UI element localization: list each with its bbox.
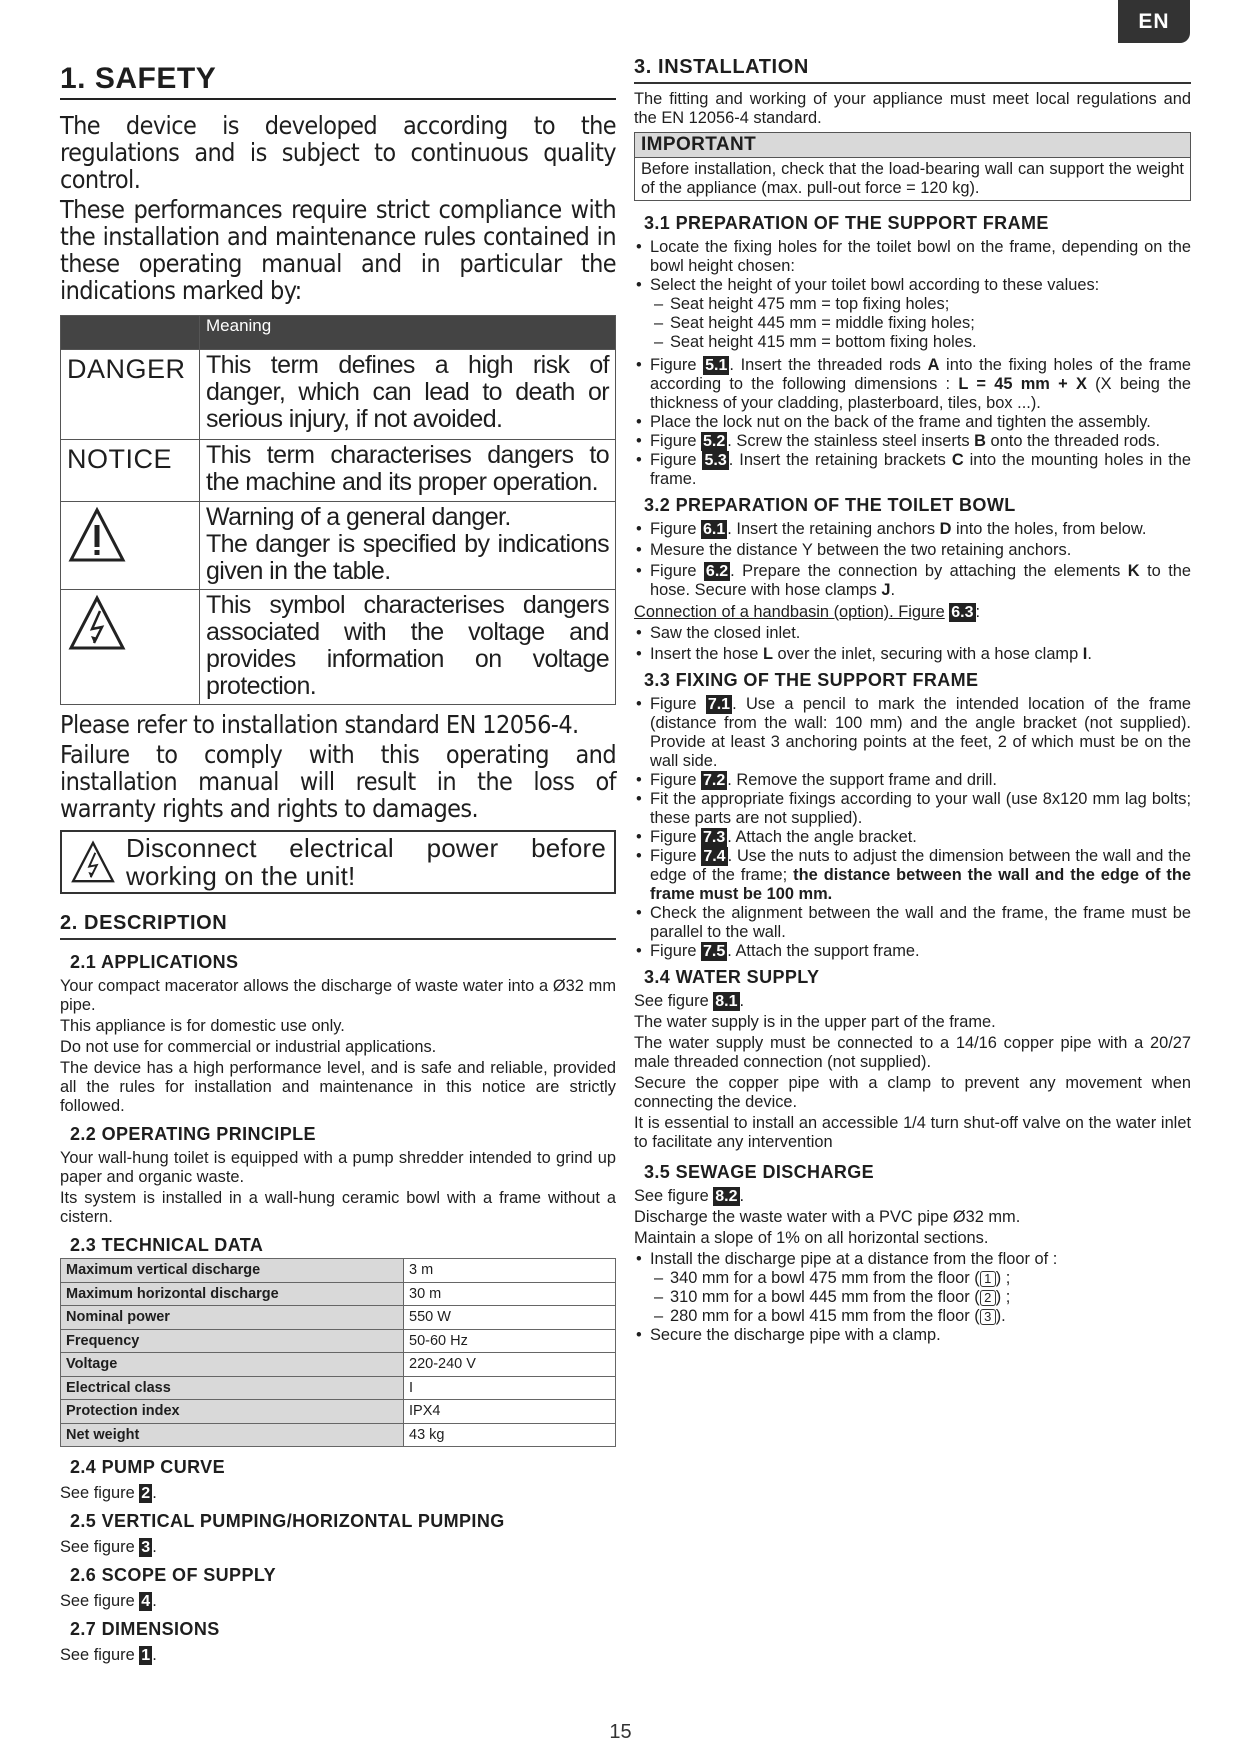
safety-refer-block	[60, 711, 616, 822]
safety-para-2: These performances require strict compliance with the installation and maintenance rules contained in these operating manual and in particular the indications marked by:	[60, 195, 616, 305]
operating-principle-body	[60, 1149, 616, 1227]
table-header-meaning: Meaning	[200, 316, 616, 350]
figure-ref-badge: 6.3	[951, 604, 974, 621]
applications-para-3: Do not use for commercial or industrial applications.	[60, 1038, 437, 1056]
safety-refer: Please refer to installation standard EN 12056-4.	[60, 710, 579, 739]
step-text: . Screw the stainless steel inserts	[727, 432, 975, 450]
tech-key: Electrical class	[61, 1376, 404, 1400]
term-notice: NOTICE	[61, 440, 200, 502]
applications-para-2: This appliance is for domestic use only.	[60, 1017, 345, 1035]
part-letter: K	[1127, 562, 1140, 580]
figure-label: Figure	[650, 847, 697, 865]
sewage-para-2: Maintain a slope of 1% on all horizontal sections.	[634, 1229, 989, 1247]
water-supply-para-3: Secure the copper pipe with a clamp to prevent any movement when connecting the device.	[634, 1074, 1191, 1111]
step-text: . Attach the angle bracket.	[727, 828, 917, 846]
tech-key: Frequency	[61, 1329, 404, 1353]
list-item	[634, 520, 1191, 539]
figure-ref-badge: 7.1	[707, 696, 731, 713]
figure-ref-badge: 7.4	[703, 848, 726, 865]
table-row	[61, 1423, 616, 1447]
general-danger-symbol-cell	[61, 502, 200, 590]
figure-ref-badge: 7.3	[703, 829, 726, 846]
handbasin-connection: Connection of a handbasin (option). Figure 6.3 :	[634, 603, 981, 621]
applications-para-1: Your compact macerator allows the discharge of waste water into a Ø32 mm pipe.	[60, 977, 616, 1014]
list-item: – Seat height 445 mm = middle fixing holes;	[654, 314, 1191, 333]
list-item	[634, 695, 1191, 771]
table-row	[61, 1306, 616, 1330]
figure-label: Figure	[650, 828, 697, 846]
step-text: . Use a pencil to mark the intended location of the frame (distance from the wall: 100 mm) and the angle bracket (not supplied). Provide at least 3 anchoring points at the feet, 2 of which must be on the wall side.	[650, 695, 1191, 770]
table-row	[61, 1376, 616, 1400]
step-text: over the inlet, securing with a hose clamp	[773, 645, 1083, 663]
figure-label: Figure	[650, 520, 697, 538]
figure-ref-badge: 3	[141, 1539, 151, 1556]
water-supply-para-2: The water supply must be connected to a 14/16 copper pipe with a 20/27 male threaded connection (not supplied).	[634, 1034, 1191, 1071]
subsection-title-vertical-horizontal-pumping: 2.5 VERTICAL PUMPING/HORIZONTAL PUMPING	[70, 1511, 505, 1531]
table-row	[61, 1282, 616, 1306]
tech-value: 550 W	[404, 1306, 616, 1330]
applications-para-4: The device has a high performance level, and is safe and reliable, provided all the rules for installation and maintenance in this notice are strictly followed.	[60, 1059, 616, 1115]
list-item: • Locate the fixing holes for the toilet bowl on the frame, depending on the bowl height chosen:	[634, 238, 1191, 276]
water-supply-body	[634, 992, 1191, 1152]
disconnect-power-warning	[60, 830, 616, 894]
voltage-symbol-cell	[61, 590, 200, 705]
step-text: onto the threaded rods.	[986, 432, 1161, 450]
table-row	[61, 1400, 616, 1424]
step-text: . Insert the retaining anchors	[727, 520, 940, 538]
step-text: ) ;	[995, 1269, 1011, 1287]
tech-value: 43 kg	[404, 1423, 616, 1447]
figure-ref-badge: 6.2	[705, 563, 729, 580]
step-text: . Prepare the connection by attaching the elements	[730, 562, 1128, 580]
water-supply-para-4: It is essential to install an accessible 1/4 turn shut-off valve on the water inlet to facilitate any intervention	[634, 1114, 1191, 1151]
subsection-title-fixing-frame: 3.3 FIXING OF THE SUPPORT FRAME	[644, 670, 979, 690]
step-text: ).	[995, 1307, 1006, 1325]
part-letter: D	[939, 520, 952, 538]
subsection-title-dimensions: 2.7 DIMENSIONS	[70, 1619, 220, 1639]
figure-label: Figure	[650, 356, 697, 374]
list-item	[634, 942, 1191, 961]
disconnect-power-text: Disconnect electrical power before working on the unit!	[126, 833, 606, 891]
step-text: 310 mm for a bowl 445 mm from the floor (	[670, 1288, 980, 1306]
section-title-safety: 1. SAFETY	[60, 62, 616, 100]
subsection-title-toilet-bowl: 3.2 PREPARATION OF THE TOILET BOWL	[644, 495, 1016, 515]
right-column	[634, 56, 1191, 1345]
applications-body	[60, 977, 616, 1116]
tech-key: Voltage	[61, 1353, 404, 1377]
tech-value: 220-240 V	[404, 1353, 616, 1377]
table-row	[61, 1329, 616, 1353]
figure-label: Figure	[650, 695, 697, 713]
step-text: Insert the hose	[650, 645, 763, 663]
subsection-title-applications: 2.1 APPLICATIONS	[70, 952, 239, 972]
safety-meaning-table	[60, 315, 616, 705]
pumping-ref: See figure 3 .	[60, 1538, 157, 1556]
part-letter: J	[881, 581, 891, 599]
operating-para-1: Your wall-hung toilet is equipped with a pump shredder intended to grind up paper and organic waste.	[60, 1149, 616, 1186]
list-item: • Secure the discharge pipe with a clamp.	[634, 1326, 1191, 1345]
see-figure-label: See figure	[60, 1538, 135, 1556]
figure-ref-badge: 6.1	[703, 521, 726, 538]
list-item	[634, 828, 1191, 847]
important-body: Before installation, check that the load-bearing wall can support the weight of the appliance (max. pull-out force = 120 kg).	[641, 160, 1184, 197]
tech-value: 50-60 Hz	[404, 1329, 616, 1353]
tech-value: 3 m	[404, 1259, 616, 1283]
figure-ref-badge: 5.2	[703, 433, 726, 450]
figure-label: Figure	[650, 451, 697, 469]
step-text: to the hose. Secure with hose clamps	[650, 562, 1191, 599]
dimensions-ref: See figure 1 .	[60, 1646, 157, 1664]
figure-ref-badge: 8.2	[715, 1188, 738, 1205]
fixing-frame-body	[634, 695, 1191, 961]
subsection-title-pump-curve: 2.4 PUMP CURVE	[70, 1457, 225, 1477]
step-text: . Use the nuts to adjust the dimension between the wall and the edge of the frame;	[650, 847, 1192, 884]
desc-notice: This term characterises dangers to the machine and its proper operation.	[200, 440, 616, 502]
step-text: . Insert the threaded rods	[729, 356, 928, 374]
table-row	[61, 1259, 616, 1283]
list-item: • Check the alignment between the wall and the frame, the frame must be parallel to the wall.	[634, 904, 1191, 942]
step-text: into the fixing holes of the frame according to the following dimensions :	[650, 356, 1191, 393]
desc-voltage: This symbol characterises dangers associated with the voltage and provides information on voltage protection.	[200, 590, 616, 705]
list-item: • Install the discharge pipe at a distance from the floor of :	[634, 1250, 1191, 1269]
list-item: • Select the height of your toilet bowl according to these values:	[634, 276, 1191, 295]
desc-general-danger-1: Warning of a general danger.	[206, 503, 511, 531]
list-item: – Seat height 475 mm = top fixing holes;	[654, 295, 1191, 314]
tech-key: Nominal power	[61, 1306, 404, 1330]
step-text: ) ;	[995, 1288, 1011, 1306]
list-item	[634, 771, 1191, 790]
list-item	[634, 432, 1191, 451]
figure-label: Figure	[650, 771, 697, 789]
part-letter: A	[927, 356, 940, 374]
desc-general-danger	[200, 502, 616, 590]
part-letter: L	[762, 645, 773, 663]
tech-value: 30 m	[404, 1282, 616, 1306]
sewage-figure-ref: See figure 8.2 .	[634, 1187, 745, 1205]
section-title-description: 2. DESCRIPTION	[60, 912, 616, 940]
list-item	[634, 847, 1191, 904]
figure-ref-badge: 5.3	[704, 452, 727, 469]
table-header-blank	[61, 316, 200, 350]
support-frame-body	[634, 238, 1191, 489]
subsection-title-scope-of-supply: 2.6 SCOPE OF SUPPLY	[70, 1565, 277, 1585]
step-text: . Attach the support frame.	[727, 942, 920, 960]
step-text: into the holes, from below.	[951, 520, 1147, 538]
list-item	[634, 356, 1191, 413]
toilet-bowl-body	[634, 520, 1191, 664]
subsection-title-operating-principle: 2.2 OPERATING PRINCIPLE	[70, 1124, 316, 1144]
section-title-installation: 3. INSTALLATION	[634, 56, 1191, 84]
figure-label: Figure	[650, 432, 697, 450]
figure-label: Figure	[650, 942, 697, 960]
left-column	[60, 56, 616, 1665]
list-item: • Mesure the distance Y between the two retaining anchors.	[634, 541, 1191, 560]
see-figure-label: See figure	[60, 1484, 135, 1502]
important-box	[634, 132, 1191, 201]
term-danger: DANGER	[61, 350, 200, 440]
sewage-discharge-body	[634, 1187, 1191, 1345]
step-text-emphasis: the distance between the wall and the edge of the frame must be 100 mm.	[650, 866, 1191, 903]
circled-number: 2	[980, 1290, 996, 1306]
list-item: • Fit the appropriate fixings according to your wall (use 8x120 mm lag bolts; these parts are not supplied).	[634, 790, 1191, 828]
page-number: 15	[609, 1721, 632, 1743]
tech-value: I	[404, 1376, 616, 1400]
installation-intro: The fitting and working of your appliance must meet local regulations and the EN 12056-4 standard.	[634, 90, 1191, 127]
see-figure-label: See figure	[634, 1187, 709, 1205]
tech-key: Net weight	[61, 1423, 404, 1447]
safety-intro	[60, 112, 616, 304]
figure-ref-badge: 1	[141, 1647, 151, 1664]
part-letter: I	[1082, 645, 1088, 663]
figure-ref-badge: 4	[141, 1593, 151, 1610]
figure-ref-badge: 7.5	[703, 943, 726, 960]
high-voltage-icon	[70, 836, 116, 888]
figure-ref-badge: 2	[141, 1485, 151, 1502]
warning-triangle-icon	[67, 506, 127, 564]
scope-ref: See figure 4 .	[60, 1592, 157, 1610]
water-supply-figure-ref: See figure 8.1 .	[634, 992, 745, 1010]
list-item: • Place the lock nut on the back of the frame and tighten the assembly.	[634, 413, 1191, 432]
step-text: . Insert the retaining brackets	[728, 451, 952, 469]
step-text: . Remove the support frame and drill.	[727, 771, 997, 789]
part-letter: C	[951, 451, 964, 469]
part-letter: B	[974, 432, 986, 450]
see-figure-label: See figure	[60, 1592, 135, 1610]
subsection-title-sewage-discharge: 3.5 SEWAGE DISCHARGE	[644, 1162, 875, 1182]
safety-failure: Failure to comply with this operating and installation manual will result in the loss of warranty rights and rights to damages.	[60, 740, 616, 823]
subsection-title-support-frame: 3.1 PREPARATION OF THE SUPPORT FRAME	[644, 213, 1049, 233]
step-text: into the mounting holes in the frame.	[650, 451, 1191, 488]
pump-curve-ref: See figure 2 .	[60, 1484, 157, 1502]
list-item	[634, 451, 1191, 489]
tech-value: IPX4	[404, 1400, 616, 1424]
figure-ref-badge: 7.2	[703, 772, 726, 789]
technical-data-table	[60, 1258, 616, 1447]
list-item: • Saw the closed inlet.	[634, 624, 1191, 643]
subsection-title-water-supply: 3.4 WATER SUPPLY	[644, 967, 820, 987]
figure-label: Figure	[650, 562, 697, 580]
circled-number: 1	[980, 1271, 996, 1287]
step-text: 280 mm for a bowl 415 mm from the floor (	[670, 1307, 980, 1325]
important-heading: IMPORTANT	[635, 133, 1190, 158]
list-item: – Seat height 415 mm = bottom fixing holes.	[654, 333, 1191, 352]
circled-number: 3	[980, 1309, 996, 1325]
water-supply-para-1: The water supply is in the upper part of the frame.	[634, 1013, 996, 1031]
safety-para-1: The device is developed according to the regulations and is subject to continuous quality control.	[60, 111, 616, 194]
operating-para-2: Its system is installed in a wall-hung ceramic bowl with a frame without a cistern.	[60, 1189, 616, 1226]
see-figure-label: See figure	[634, 992, 709, 1010]
list-item	[654, 1288, 1191, 1307]
see-figure-label: See figure	[60, 1646, 135, 1664]
figure-ref-badge: 8.1	[715, 993, 738, 1010]
figure-ref-badge: 5.1	[705, 357, 728, 374]
sewage-para-1: Discharge the waste water with a PVC pipe Ø32 mm.	[634, 1208, 1021, 1226]
list-item	[654, 1269, 1191, 1288]
dimension-formula: L = 45 mm + X	[958, 375, 1087, 393]
step-text: 340 mm for a bowl 475 mm from the floor (	[670, 1269, 980, 1287]
language-tab: EN	[1118, 0, 1190, 43]
subsection-title-technical-data: 2.3 TECHNICAL DATA	[70, 1235, 264, 1255]
tech-key: Maximum vertical discharge	[61, 1259, 404, 1283]
desc-general-danger-2: The danger is specified by indications given in the table.	[206, 530, 609, 585]
tech-key: Maximum horizontal discharge	[61, 1282, 404, 1306]
list-item	[654, 1307, 1191, 1326]
step-text: (X being the thickness of your cladding, plasterboard, tiles, box ...).	[650, 375, 1191, 412]
handbasin-connection-label: Connection of a handbasin (option). Figure	[634, 603, 945, 621]
list-item: • Insert the hose L over the inlet, securing with a hose clamp I.	[634, 645, 1191, 664]
list-item: • Figure 6.2 . Prepare the connection by attaching the elements K to the hose. Secure with hose clamps J.	[634, 562, 1191, 600]
tech-key: Protection index	[61, 1400, 404, 1424]
table-row	[61, 1353, 616, 1377]
high-voltage-icon	[67, 594, 127, 652]
desc-danger: This term defines a high risk of danger, which can lead to death or serious injury, if not avoided.	[200, 350, 616, 440]
